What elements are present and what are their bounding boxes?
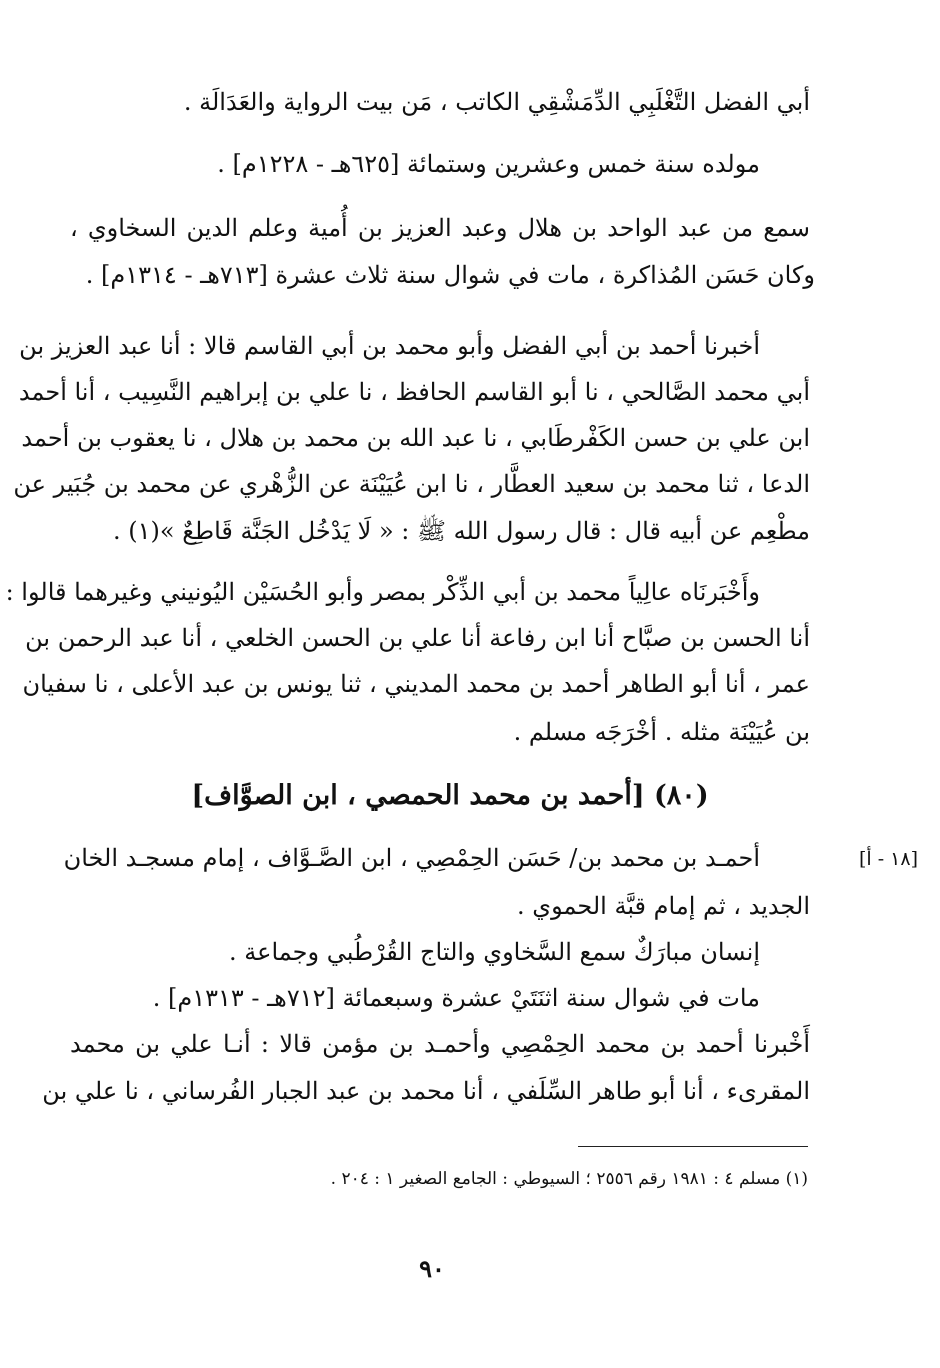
text-line-16: إنسان مبارَكٌ سمع السَّخاوي والتاج القُرْطُبي وجماعة . (229, 938, 760, 966)
text-line-13: بن عُيَيْنَة مثله . أخْرَجَه مسلم . (513, 718, 810, 746)
text-line-19: المقرىء ، أنا أبو طاهر السِّلَفي ، أنا محمد بن عبد الجبار الفُرساني ، نا علي بن (42, 1077, 810, 1105)
text-line-15: الجديد ، ثم إمام قبَّة الحموي . (517, 892, 810, 920)
text-line-7: ابن علي بن حسن الكَفْرطَابي ، نا عبد الله بن محمد بن هلال ، نا يعقوب بن أحمد (21, 424, 810, 452)
page-number: ٩٠ (419, 1254, 445, 1283)
text-line-5: أخبرنا أحمد بن أبي الفضل وأبو محمد بن أبي القاسم قالا : أنا عبد العزيز بن (19, 332, 760, 360)
section-title: (٨٠) [أحمد بن محمد الحمصي ، ابن الصوَّاف] (191, 780, 709, 811)
text-line-6: أبي محمد الصَّالحي ، نا أبو القاسم الحافظ ، نا علي بن إبراهيم النَّسِيب ، أنا أحمد (18, 378, 810, 406)
margin-folio-note: [١٨ - أ] (858, 848, 918, 870)
footnote: (١) مسلم ٤ : ١٩٨١ رقم ٢٥٥٦ ؛ السيوطي : الجامع الصغير ١ : ٢٠٤ . (330, 1169, 808, 1189)
text-line-10: وأَخْبَرنَاه عالِياً محمد بن أبي الذِّكْر بمصر وأبو الحُسَيْن اليُونيني وغيرهما قالوا : (5, 578, 760, 606)
text-line-12: عمر ، أنا أبو الطاهر أحمد بن محمد المديني ، ثنا يونس بن عبد الأعلى ، نا سفيان (22, 670, 810, 698)
text-line-8: الدعا ، ثنا محمد بن سعيد العطَّار ، نا ابن عُيَيْنَة عن الزُّهْري عن محمد بن جُبَير عن (13, 470, 810, 498)
text-line-9: مطْعِم عن أبيه قال : قال رسول الله ﷺ : « لَا يَدْخُل الجَنَّة قَاطِعٌ »(١) . (113, 517, 810, 545)
text-line-17: مات في شوال سنة اثنَتَيْ عشرة وسبعمائة [٧١٢هـ - ١٣١٣م] . (152, 984, 760, 1012)
text-line-11: أنا الحسن بن صبَّاح أنا ابن رفاعة أنا علي بن الحسن الخلعي ، أنا عبد الرحمن بن (25, 624, 810, 652)
text-line-18: أَخْبرنا أحمد بن محمد الحِمْصِي وأحمـد بن مؤمن قالا : أنـا علي بن محمد (70, 1030, 810, 1058)
text-line-3: سمع من عبد الواحد بن هلال وعبد العزيز بن أُمية وعلم الدين السخاوي ، (70, 214, 810, 242)
text-line-4: وكان حَسَن المُذاكرة ، مات في شوال سنة ثلاث عشرة [٧١٣هـ - ١٣١٤م] . (85, 261, 815, 289)
footnote-divider (578, 1146, 808, 1147)
text-line-14: أحمـد بن محمد بن/ حَسَن الحِمْصِي ، ابن الصَّـوَّاف ، إمام مسجـد الخان (63, 844, 760, 872)
text-line-2: مولده سنة خمس وعشرين وستمائة [٦٢٥هـ - ١٢٢٨م] . (217, 150, 760, 178)
text-line-1: أبي الفضل التَّغْلَبِي الدِّمَشْقِي الكاتب ، مَن بيت الرواية والعَدَالَة . (183, 88, 810, 116)
